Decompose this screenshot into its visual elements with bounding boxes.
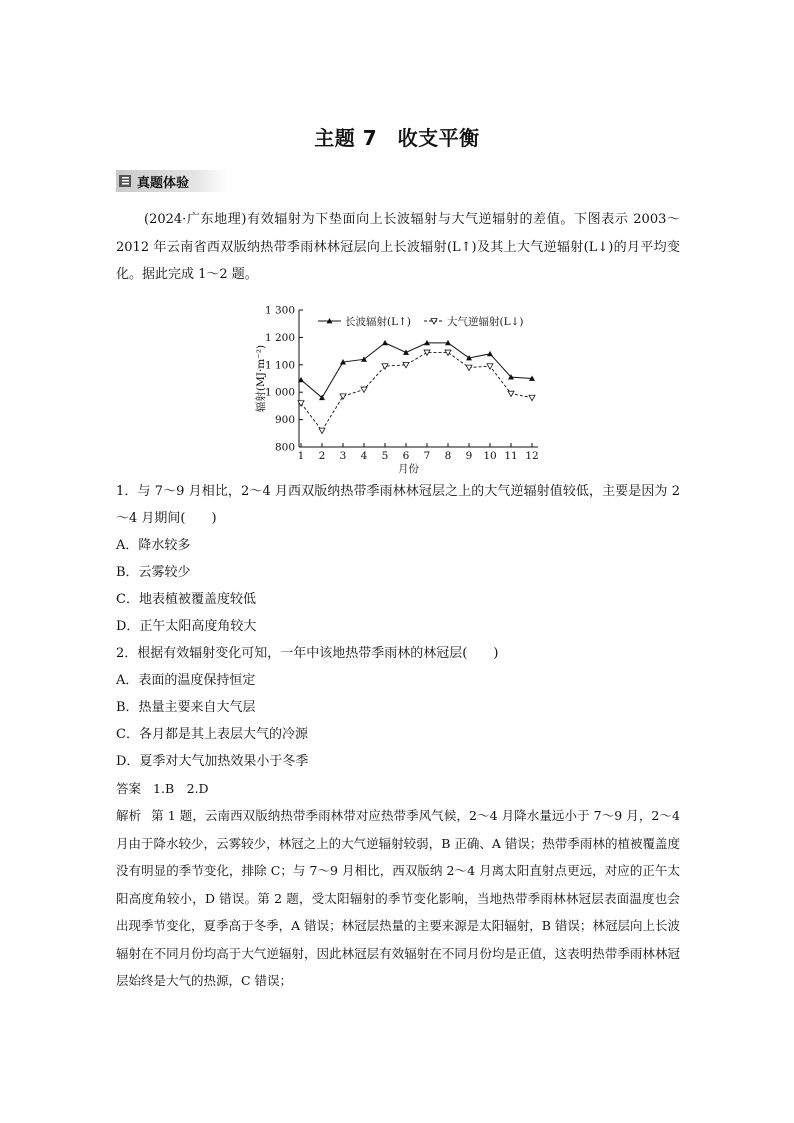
y-axis-label: 辐射(MJ·m⁻²) (255, 344, 267, 413)
series-line-longwave-radiation (301, 343, 532, 398)
analysis-label: 解析 (116, 808, 142, 823)
x-axis-label: 月份 (398, 463, 419, 475)
answer-text: 1.B 2.D (153, 781, 209, 796)
question-2-option-c: C．各月都是其上表层大气的冷源 (116, 727, 308, 742)
data-point-counter-radiation (340, 394, 346, 399)
question-1-option-b: B．云雾较少 (116, 565, 191, 580)
data-point-counter-radiation (508, 391, 514, 396)
radiation-chart (246, 300, 546, 476)
y-tick-label: 1 100 (264, 359, 295, 372)
x-tick-label: 1 (297, 450, 305, 462)
y-tick-label: 1 200 (264, 331, 295, 344)
x-tick-label: 5 (381, 450, 389, 462)
answer-label: 答案 (116, 781, 142, 796)
x-tick-label: 9 (465, 450, 473, 462)
y-tick-label: 800 (274, 441, 295, 454)
x-tick-label: 3 (339, 450, 347, 462)
x-tick-label: 7 (423, 450, 431, 462)
analysis-text: 第 1 题，云南西双版纳热带季雨林带对应热带季风气候，2～4 月降水量远小于 7～9 月，2～4 月由于降水较少，云雾较少，林冠之上的大气逆辐射较弱，B 正确、A 错误；热带季雨林的植被覆盖度没有明显的季节变化，排除 C；与 7～9 月相比，西双版纳 2～4 月离太阳直射点更远，对应的正午太阳高度角较小，D 错误。第 2 题，受太阳辐射的季节变化影响，当地热带季雨林林冠层表面温度也会出现季节变化，夏季高于冬季，A 错误；林冠层热量的主要来源是太阳辐射，B 错误；林冠层向上长波辐射在不同月份均高于大气逆辐射，因此林冠层有效辐射在不同月份均是正值，这表明热带季雨林林冠层始终是大气的热源，C 错误； (116, 808, 680, 988)
data-point-longwave (382, 340, 388, 345)
question-1-option-a: A．降水较多 (116, 538, 191, 553)
section-header (116, 170, 228, 192)
page-title: 主题 7 收支平衡 (314, 126, 480, 150)
data-point-counter-radiation (319, 428, 325, 433)
series-line-atmospheric-counter-radiation (301, 352, 532, 430)
intro-paragraph: (2024·广东地理)有效辐射为下垫面向上长波辐射与大气逆辐射的差值。下图表示 2003～2012 年云南省西双版纳热带季雨林林冠层向上长波辐射(L↑)及其上大气逆辐射(L↓)的月平均变化。据此完成 1～2 题。 (116, 212, 680, 282)
question-2-option-d: D．夏季对大气加热效果小于冬季 (116, 754, 309, 769)
question-1-option-d: D．正午太阳高度角较大 (116, 619, 257, 634)
question-block (116, 478, 680, 995)
x-tick-label: 2 (318, 450, 326, 462)
y-tick-label: 1 000 (264, 386, 295, 399)
x-tick-label: 6 (402, 450, 410, 462)
section-title: 真题体验 (137, 175, 190, 191)
legend-label-longwave: 长波辐射(L↑) (345, 316, 411, 328)
notebook-icon (118, 174, 132, 188)
data-point-longwave (487, 351, 493, 356)
question-2-option-b: B．热量主要来自大气层 (116, 700, 256, 715)
x-tick-label: 12 (525, 450, 539, 462)
question-2-option-a: A．表面的温度保持恒定 (116, 673, 256, 688)
answer-line (116, 775, 680, 802)
data-point-counter-radiation (487, 364, 493, 369)
question-1-stem: 1．与 7～9 月相比，2～4 月西双版纳热带季雨林林冠层之上的大气逆辐射值较低，主要是因为 2～4 月期间( ) (116, 484, 680, 526)
x-tick-label: 4 (360, 450, 368, 462)
x-tick-label: 10 (483, 450, 497, 462)
data-point-longwave (403, 349, 409, 354)
analysis-paragraph (116, 802, 680, 995)
data-point-counter-radiation (361, 387, 367, 392)
y-tick-label: 1 300 (264, 304, 295, 317)
question-2-stem: 2．根据有效辐射变化可知，一年中该地热带季雨林的林冠层( ) (116, 646, 499, 661)
y-tick-label: 900 (274, 414, 295, 427)
x-tick-label: 8 (444, 450, 452, 462)
data-point-counter-radiation (529, 395, 535, 400)
question-1-option-c: C．地表植被覆盖度较低 (116, 592, 256, 607)
x-tick-label: 11 (504, 450, 518, 462)
legend-label-counter-radiation: 大气逆辐射(L↓) (447, 316, 524, 328)
